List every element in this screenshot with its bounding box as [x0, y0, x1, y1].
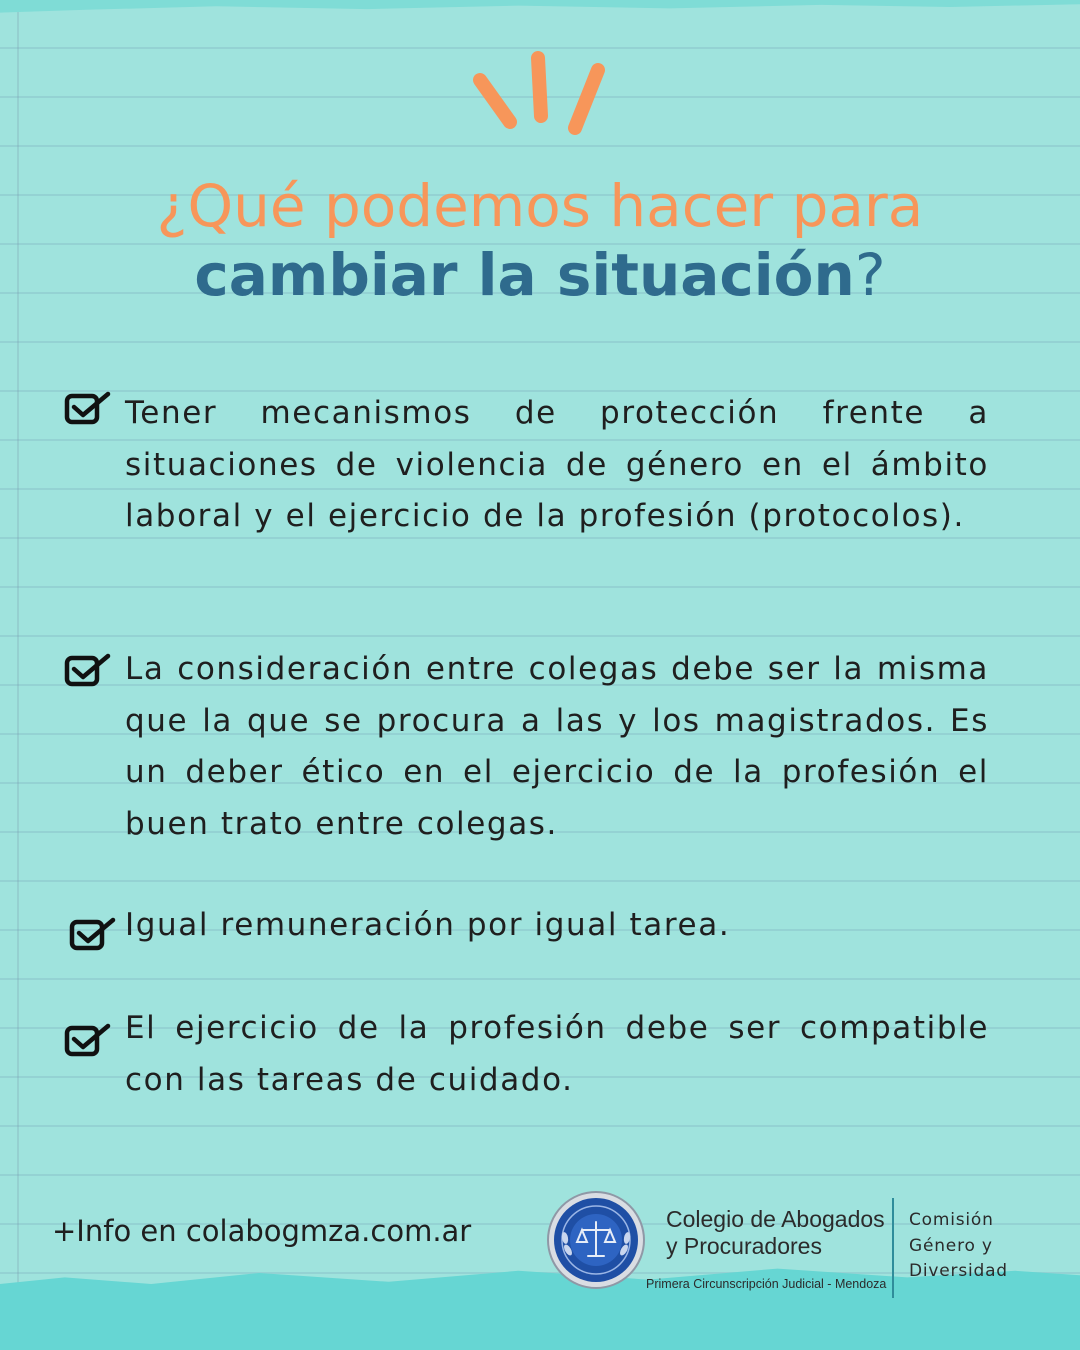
page-title	[0, 170, 1080, 308]
list-item-text: La consideración entre colegas debe ser la misma que la que se procura a las y los magistrados. Es un deber ético en el ejercicio de la profesión el buen trato entre colegas.	[125, 651, 989, 842]
list-item-text: Igual remuneración por igual tarea.	[125, 907, 731, 943]
title-question-mark: ?	[854, 241, 886, 309]
title-line-2-bold: cambiar la situación	[194, 241, 855, 309]
comision-line-3: Diversidad	[909, 1261, 1008, 1281]
list-item	[125, 388, 989, 543]
title-line-2	[0, 242, 1080, 308]
list-item	[125, 900, 989, 952]
list-item-text: El ejercicio de la profesión debe ser compatible con las tareas de cuidado.	[125, 1010, 989, 1098]
list-item	[125, 1003, 989, 1106]
info-link[interactable]: +Info en colabogmza.com.ar	[52, 1214, 472, 1248]
list-item-text: Tener mecanismos de protección frente a situaciones de violencia de género en el ámbito laboral y el ejercicio de la profesión (protocolos).	[125, 395, 989, 534]
checkbox-check-icon	[64, 390, 112, 428]
colegio-line-1: Colegio de Abogados	[666, 1206, 885, 1232]
colegio-name	[646, 1206, 887, 1294]
title-line-1: ¿Qué podemos hacer para	[156, 172, 924, 240]
checkbox-check-icon	[64, 1022, 112, 1060]
list-item	[125, 644, 989, 850]
colegio-line-2: y Procuradores	[666, 1233, 822, 1259]
comision-name	[909, 1208, 1008, 1285]
comision-line-1: Comisión	[909, 1210, 994, 1230]
colegio-seal-logo	[546, 1190, 646, 1290]
comision-line-2: Género y	[909, 1235, 993, 1256]
checkbox-check-icon	[69, 916, 117, 954]
footer-divider	[892, 1198, 894, 1298]
sparkle-rays-icon	[465, 40, 615, 150]
colegio-subtitle: Primera Circunscripción Judicial - Mendoza	[646, 1277, 887, 1291]
checkbox-check-icon	[64, 652, 112, 690]
